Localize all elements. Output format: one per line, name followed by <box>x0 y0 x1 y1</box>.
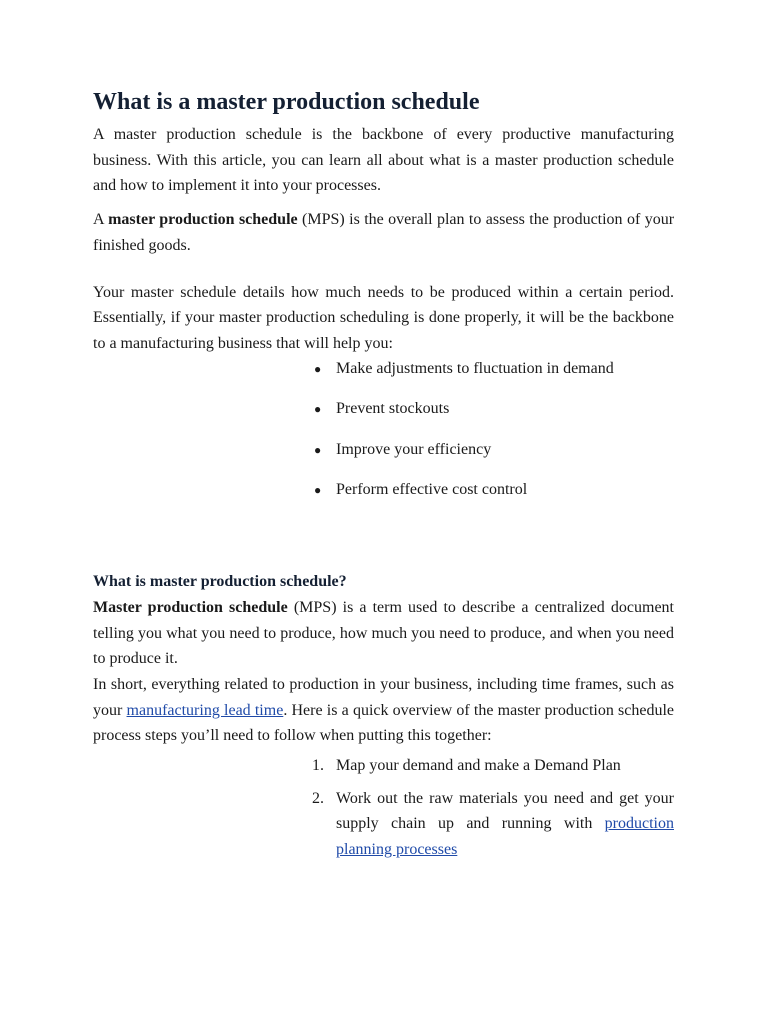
list-item <box>312 786 674 863</box>
process-steps-list <box>93 753 674 863</box>
definition-term: master production schedule <box>108 211 298 229</box>
overview-paragraph: In short, everything related to production in your business, including time frames, such as your manufacturing lead time. Here is a quick overview of the master production schedule process steps you’ll need to follow when putting this together: <box>93 675 675 745</box>
bullet-icon: ● <box>314 483 322 498</box>
step-number: 1. <box>312 757 324 775</box>
mps-definition-paragraph <box>93 595 674 672</box>
list-item <box>312 753 674 779</box>
list-item: ● Make adjustments to fluctuation in demand <box>312 357 674 381</box>
step-text: Map your demand and make a Demand Plan <box>336 757 621 775</box>
bullet-icon: ● <box>314 402 322 417</box>
list-item: ● Prevent stockouts <box>312 397 674 421</box>
mps-term: Master production schedule <box>93 598 288 616</box>
definition-abbr: (MPS) <box>297 211 345 229</box>
bullet-icon: ● <box>314 361 322 376</box>
definition-rest: is the overall plan to assess the production of your finished goods. <box>93 211 675 254</box>
production-planning-processes-link[interactable]: production planning processes <box>336 815 674 859</box>
list-item: ● Improve your efficiency <box>312 438 674 462</box>
page-title: What is a master production schedule <box>93 89 480 115</box>
section-heading: What is master production schedule? <box>93 573 347 591</box>
benefits-list <box>93 357 674 503</box>
details-paragraph: Your master schedule details how much needs to be produced within a certain period. Essentially, if your master production scheduling is done properly, it will be the backbone to a manufacturing business that will help you: <box>93 283 674 352</box>
intro-paragraph: A master production schedule is the backbone of every productive manufacturing business. With this article, you can learn all about what is a master production schedule and how to implement it into your processes. <box>93 126 674 195</box>
manufacturing-lead-time-link[interactable]: manufacturing lead time <box>126 701 284 719</box>
article-body <box>93 86 674 870</box>
list-item: ● Perform effective cost control <box>312 478 674 502</box>
bullet-icon: ● <box>314 442 322 457</box>
step-number: 2. <box>312 789 324 807</box>
mps-definition-rest: is a term used to describe a centralized document telling you what you need to produce, how much you need to produce, and when you need to produce it. <box>93 598 674 668</box>
definition-prefix: A <box>93 211 109 229</box>
mps-abbr: (MPS) <box>287 598 337 616</box>
definition-paragraph <box>93 207 674 258</box>
step-text: Work out the raw materials you need and get your supply chain up and running with <box>336 789 674 833</box>
